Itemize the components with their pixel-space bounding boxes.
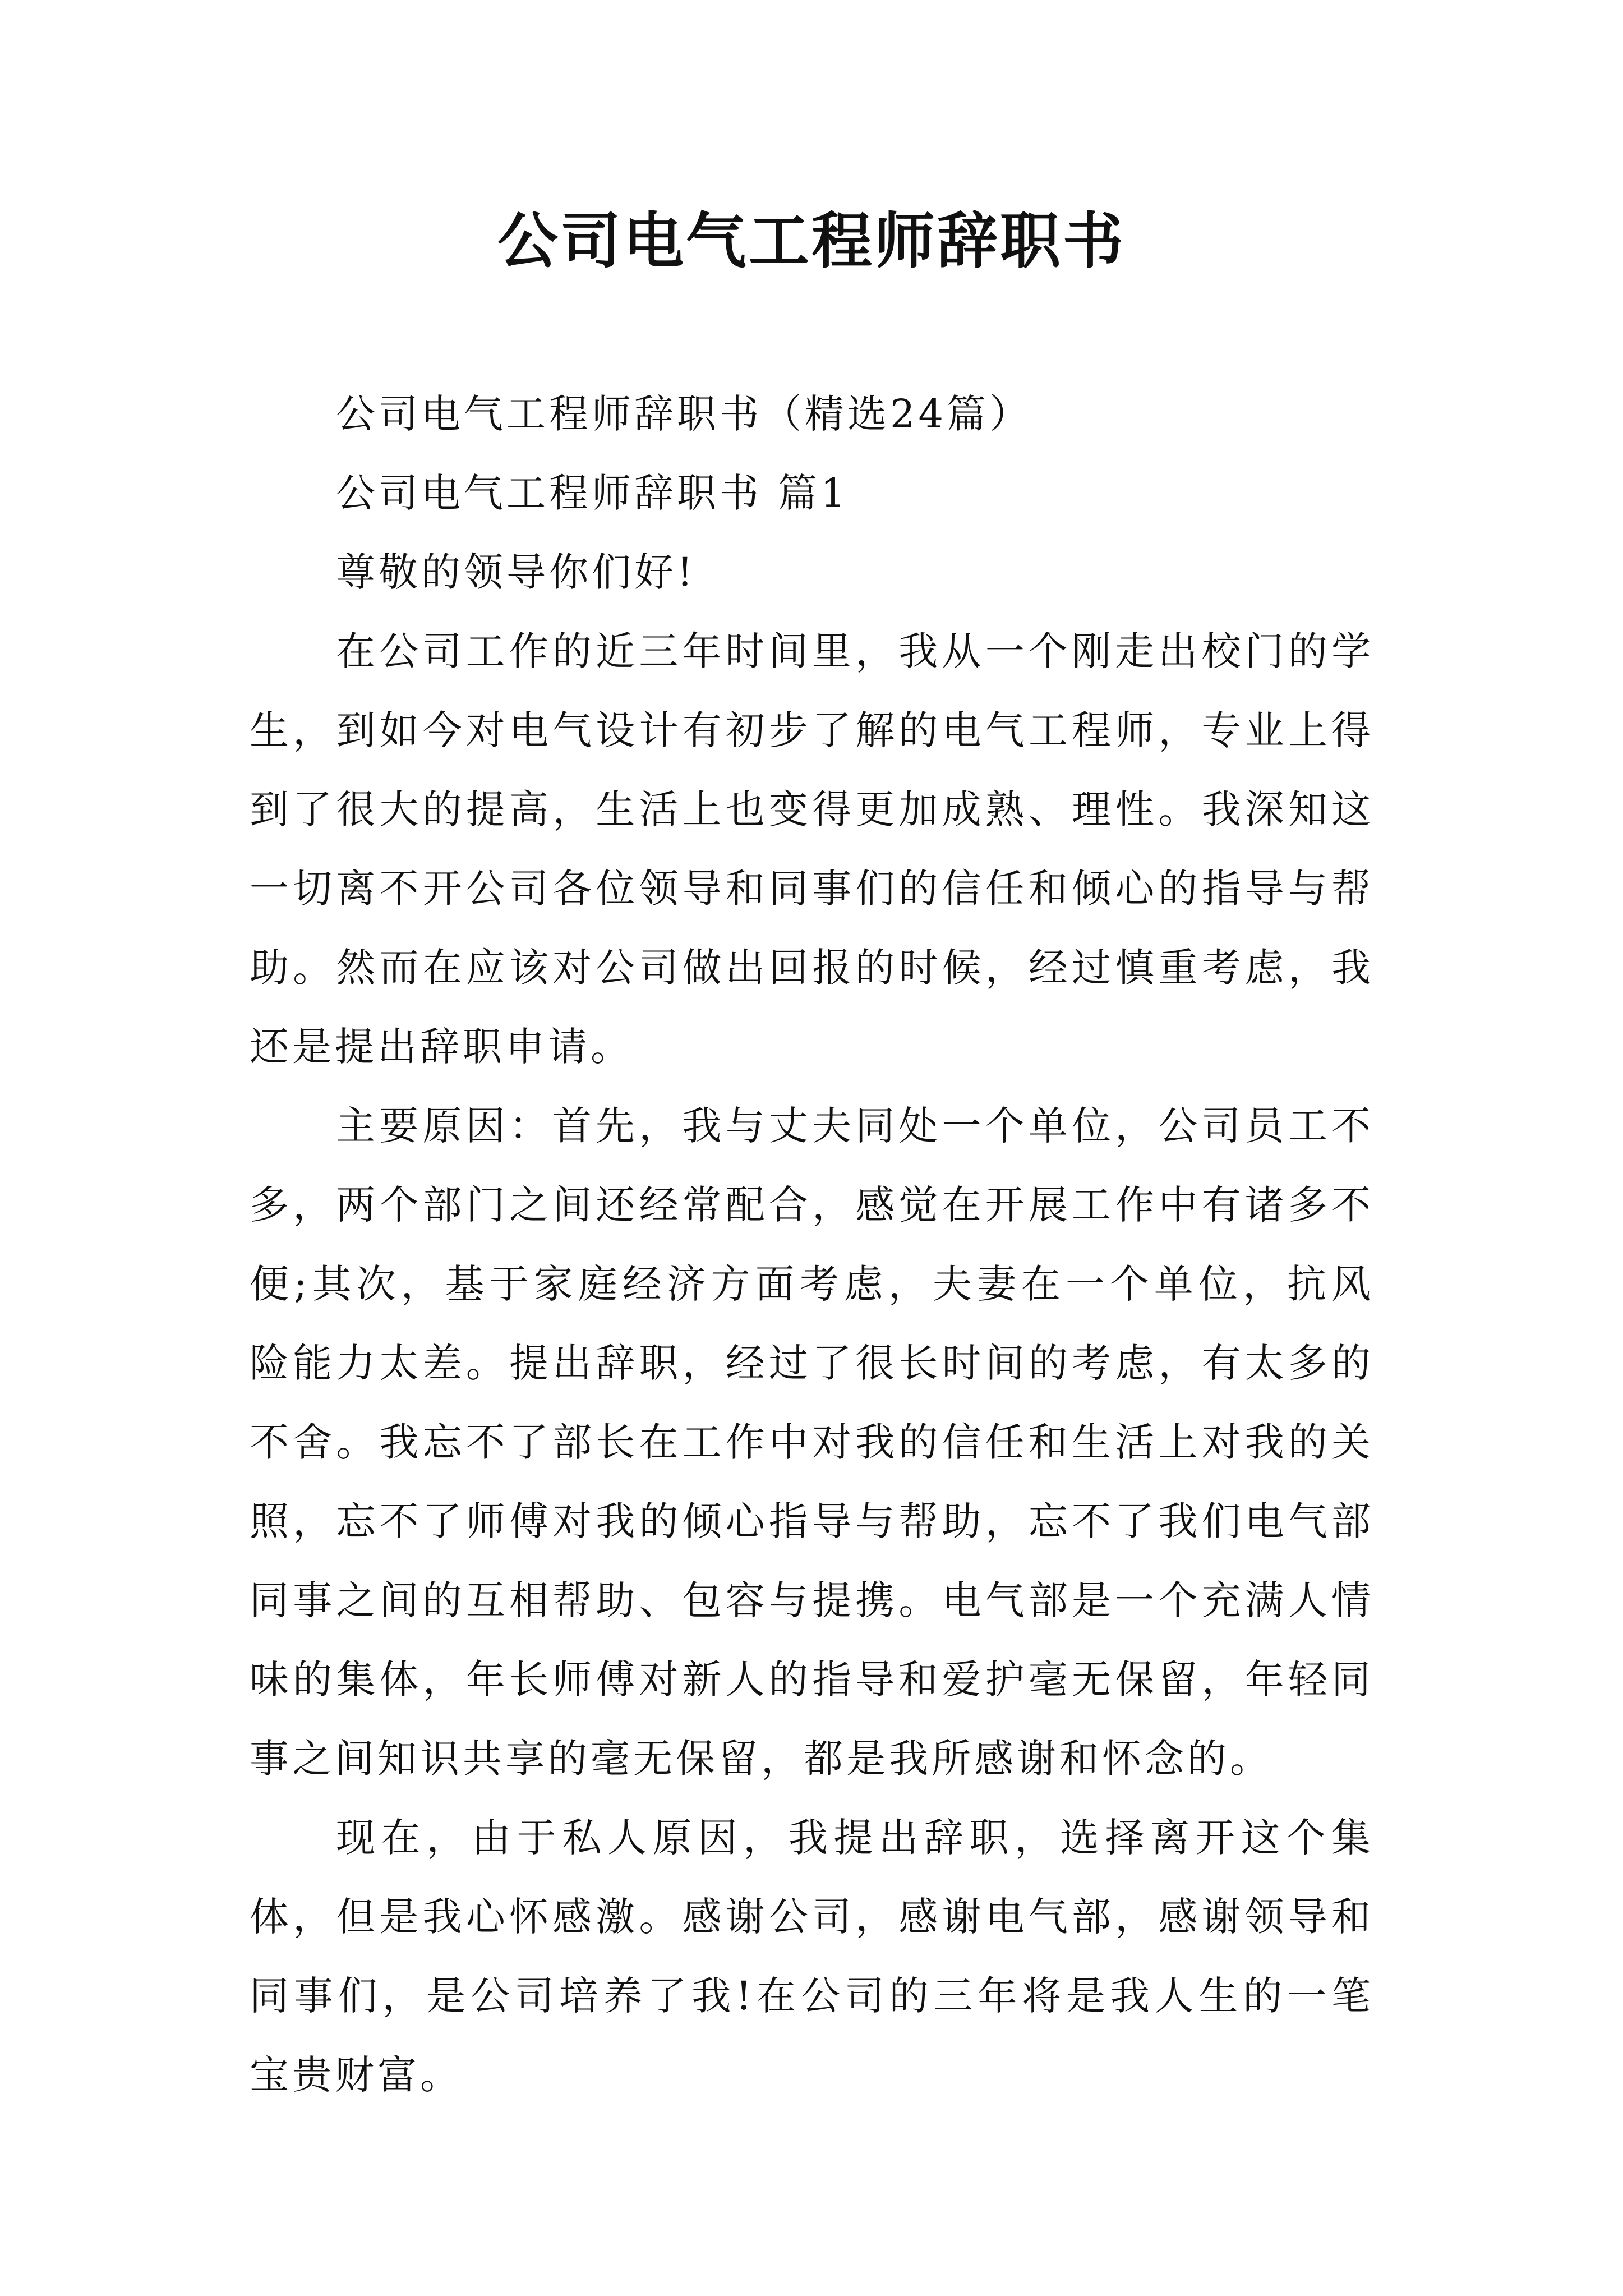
body-paragraph: 在公司工作的近三年时间里，我从一个刚走出校门的学生，到如今对电气设计有初步了解的电气工程师，专业上得到了很大的提高，生活上也变得更加成熟、理性。我深知这一切离不开公司各位领导和同事们的信任和倾心的指导与帮助。然而在应该对公司做出回报的时候，经过慎重考虑，我还是提出辞职申请。 — [250, 628, 1374, 1070]
body-paragraph: 主要原因：首先，我与丈夫同处一个单位，公司员工不多，两个部门之间还经常配合，感觉在开展工作中有诸多不便;其次，基于家庭经济方面考虑，夫妻在一个单位，抗风险能力太差。提出辞职，经过了很长时间的考虑，有太多的不舍。我忘不了部长在工作中对我的信任和生活上对我的关照，忘不了师傅对我的倾心指导与帮助，忘不了我们电气部同事之间的互相帮助、包容与提携。电气部是一个充满人情味的集体，年长师傅对新人的指导和爱护毫无保留，年轻同事之间知识共享的毫无保留，都是我所感谢和怀念的。 — [250, 1103, 1374, 1782]
body-paragraph: 现在，由于私人原因，我提出辞职，选择离开这个集体，但是我心怀感激。感谢公司，感谢电气部，感谢领导和同事们，是公司培养了我!在公司的三年将是我人生的一笔宝贵财富。 — [250, 1815, 1374, 2098]
document-title: 公司电气工程师辞职书 — [497, 206, 1126, 277]
salutation: 尊敬的领导你们好! — [336, 549, 697, 595]
document-body — [250, 375, 1374, 2115]
subtitle-paragraph: 公司电气工程师辞职书（精选24篇） — [336, 391, 1032, 437]
section-heading: 公司电气工程师辞职书 篇1 — [336, 470, 849, 516]
